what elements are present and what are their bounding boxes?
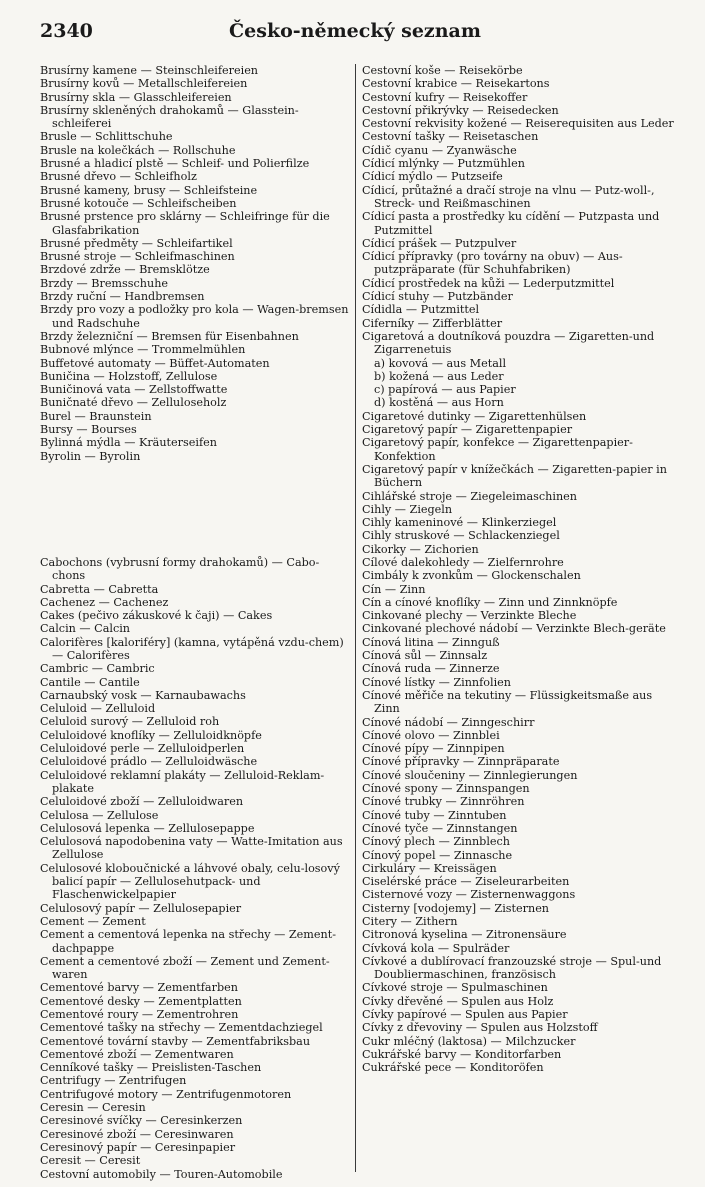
index-entry: Cívkové stroje — Spulmaschinen bbox=[362, 981, 548, 995]
index-entry: Cambric — Cambric bbox=[40, 662, 155, 676]
index-entry: Brusné a hladicí plstě — Schleif- und Polierfilze bbox=[40, 157, 310, 171]
index-entry: Brusírny kovů — Metallschleifereien bbox=[40, 77, 248, 91]
index-entry: Cisterny [vodojemy] — Zisternen bbox=[362, 901, 550, 915]
index-entry: Carnaubský vosk — Karnaubawachs bbox=[40, 688, 246, 702]
index-entry: Cídicí přípravky (pro továrny na obuv) — Aus-putzpräparate (für Schuhfabriken) bbox=[362, 250, 623, 277]
index-entry: Ceresinový papír — Ceresinpapier bbox=[40, 1140, 236, 1154]
index-entry: Celulosová lepenka — Zellulosepappe bbox=[40, 821, 255, 835]
index-entry: Cínové tuby — Zinntuben bbox=[362, 808, 507, 822]
index-entry: Cigaretový papír, konfekce — Zigarettenpapier-Konfektion bbox=[362, 436, 633, 463]
index-entry: Brzdy ruční — Handbremsen bbox=[40, 290, 205, 304]
index-entry: Ciferníky — Zifferblätter bbox=[362, 316, 503, 330]
index-entry: Cakes (pečivo zákuskové k čaji) — Cakes bbox=[40, 609, 273, 623]
index-entry: Buffetové automaty — Büffet-Automaten bbox=[40, 356, 270, 370]
index-entry: Buničinová vata — Zellstoffwatte bbox=[40, 383, 228, 397]
index-entry: Brusírny skleněných drahokamů — Glasstein-schleiferei bbox=[40, 103, 299, 131]
index-entry: Cestovní krabice — Reisekartons bbox=[362, 77, 550, 91]
index-entry: Cestovní koše — Reisekörbe bbox=[362, 64, 523, 77]
index-entry: Citronová kyselina — Zitronensäure bbox=[362, 928, 567, 942]
section-gap bbox=[40, 463, 349, 556]
index-entry: Cínové spony — Zinnspangen bbox=[362, 782, 530, 796]
index-entry: Cívky dřevěné — Spulen aus Holz bbox=[362, 994, 554, 1008]
index-entry: Cínový popel — Zinnasche bbox=[362, 848, 513, 862]
index-entry: Brusné předměty — Schleifartikel bbox=[40, 236, 233, 250]
index-entry: Cementové desky — Zementplatten bbox=[40, 994, 242, 1008]
index-entry: Cínové lístky — Zinnfolien bbox=[362, 675, 511, 689]
index-entry: Cínové pípy — Zinnpipen bbox=[362, 742, 505, 756]
index-entry: Cukrářské barvy — Konditorfarben bbox=[362, 1047, 562, 1061]
index-entry: Ceresit — Ceresit bbox=[40, 1154, 141, 1168]
index-entry: Calorifères [kaloriféry] (kamna, vytápěná vzdu-chem) — Calorifères bbox=[40, 635, 344, 662]
index-entry: Buničina — Holzstoff, Zellulose bbox=[40, 369, 218, 383]
index-entry: Cínové sloučeniny — Zinnlegierungen bbox=[362, 768, 578, 782]
left-column-b-entries bbox=[40, 64, 349, 463]
index-entry: Celulosa — Zellulose bbox=[40, 808, 159, 822]
index-entry: Cigaretová a doutníková pouzdra — Zigaretten-und Zigarrenetuis bbox=[362, 329, 655, 357]
index-entry: Celuloidové zboží — Zelluloidwaren bbox=[40, 795, 244, 809]
index-entry: Cukrářské pece — Konditoröfen bbox=[362, 1061, 544, 1075]
index-entry: Cínové olovo — Zinnblei bbox=[362, 728, 500, 742]
index-entry: Cín a cínové knoflíky — Zinn und Zinnknöpfe bbox=[362, 595, 618, 609]
index-entry: Celuloid — Zelluloid bbox=[40, 702, 156, 716]
index-entry: Cachenez — Cachenez bbox=[40, 595, 169, 609]
index-entry: Cínové trubky — Zinnröhren bbox=[362, 795, 525, 809]
index-entry: Cínové tyče — Zinnstangen bbox=[362, 821, 518, 835]
index-entry: Cihly — Ziegeln bbox=[362, 502, 453, 516]
column-divider bbox=[355, 64, 356, 1172]
index-entry: Cihly struskové — Schlackenziegel bbox=[362, 529, 560, 543]
index-entry: Cínové měřiče na tekutiny — Flüssigkeitsmaße aus Zinn bbox=[362, 688, 653, 716]
index-entry: Cínová sůl — Zinnsalz bbox=[362, 649, 488, 663]
index-entry: Brusírny kamene — Steinschleifereien bbox=[40, 64, 259, 77]
index-entry: Cídicí prášek — Putzpulver bbox=[362, 236, 517, 250]
left-column-c-entries bbox=[40, 556, 349, 1181]
page-number: 2340 bbox=[40, 20, 93, 42]
index-entry: Burel — Braunstein bbox=[40, 409, 152, 423]
index-entry: Cínová ruda — Zinnerze bbox=[362, 662, 500, 676]
index-entry: Cestovní přikrývky — Reisedecken bbox=[362, 103, 559, 117]
index-entry: Cementové tovární stavby — Zementfabriksbau bbox=[40, 1034, 311, 1048]
index-entry: Celulosové kloboučnické a láhvové obaly, celu-losový balicí papír — Zellulosehutpack- und Flaschenwickelpapier bbox=[40, 861, 340, 902]
index-entry: Cihly kameninové — Klinkerziegel bbox=[362, 516, 557, 530]
index-entry: Brzdy — Bremsschuhe bbox=[40, 276, 169, 290]
index-entry: Cídicí pasta a prostředky ku cídění — Putzpasta und Putzmittel bbox=[362, 210, 660, 237]
index-entry: Cisternové vozy — Zisternenwaggons bbox=[362, 888, 576, 902]
left-column bbox=[40, 64, 349, 1181]
index-entry: Buničnaté dřevo — Zelluloseholz bbox=[40, 396, 227, 410]
index-entry: Brzdové zdrže — Bremsklötze bbox=[40, 263, 210, 277]
index-entry: Calcin — Calcin bbox=[40, 622, 131, 636]
index-entry: Brusné kotouče — Schleifscheiben bbox=[40, 196, 237, 210]
index-entry: Celuloidové reklamní plakáty — Zelluloid-Reklam-plakate bbox=[40, 768, 325, 795]
index-entry: Cantile — Cantile bbox=[40, 675, 140, 689]
index-entry: Cement — Zement bbox=[40, 914, 146, 928]
index-entry: Centrifugy — Zentrifugen bbox=[40, 1074, 187, 1088]
index-entry: Cínové nádobí — Zinngeschirr bbox=[362, 715, 535, 729]
index-entry: Cívkové a dublírovací franzouzské stroje — Spul-und Doubliermaschinen, französisch bbox=[362, 954, 662, 982]
index-entry: Brusné kameny, brusy — Schleifsteine bbox=[40, 183, 258, 197]
index-entry: Cirkuláry — Kreissägen bbox=[362, 861, 497, 875]
index-entry: Celuloidové prádlo — Zelluloidwäsche bbox=[40, 755, 258, 769]
index-entry: Cikorky — Zichorien bbox=[362, 542, 479, 556]
index-entry: Brusle — Schlittschuhe bbox=[40, 130, 173, 144]
index-entry: Brusné prstence pro sklárny — Schleifringe für die Glasfabrikation bbox=[40, 210, 330, 237]
running-title: Česko-německý seznam bbox=[229, 20, 481, 42]
index-entry: Cement a cementová lepenka na střechy — Zement-dachpappe bbox=[40, 928, 337, 955]
index-entry: c) papírová — aus Papier bbox=[374, 383, 516, 397]
index-entry: Citery — Zithern bbox=[362, 915, 458, 928]
index-entry: a) kovová — aus Metall bbox=[374, 356, 507, 370]
index-entry: b) kožená — aus Leder bbox=[374, 369, 504, 383]
index-entry: Cenníkové tašky — Preislisten-Taschen bbox=[40, 1061, 262, 1075]
index-entry: Cídicí, průtažné a dračí stroje na vlnu — Putz-woll-, Streck- und Reißmaschinen bbox=[362, 183, 655, 210]
index-entry: Celulosový papír — Zellulosepapier bbox=[40, 901, 242, 915]
index-entry: Brusné stroje — Schleifmaschinen bbox=[40, 250, 235, 264]
index-entry: Ceresinové svíčky — Ceresinkerzen bbox=[40, 1114, 243, 1128]
index-entry: Celuloidové perle — Zelluloidperlen bbox=[40, 742, 245, 756]
index-entry: Celuloid surový — Zelluloid roh bbox=[40, 715, 220, 729]
index-entry: Cídič cyanu — Zyanwäsche bbox=[362, 143, 517, 157]
index-entry: Brusle na kolečkách — Rollschuhe bbox=[40, 143, 236, 157]
index-entry: Bylinná mýdla — Kräuterseifen bbox=[40, 436, 217, 450]
index-entry: Cigaretový papír v knížečkách — Zigaretten-papier in Büchern bbox=[362, 462, 667, 490]
index-entry: Cementové zboží — Zementwaren bbox=[40, 1047, 234, 1061]
index-entry: Celuloidové knoflíky — Zelluloidknöpfe bbox=[40, 728, 262, 742]
index-entry: Cínové přípravky — Zinnpräparate bbox=[362, 755, 560, 769]
index-entry: Cídicí prostředek na kůži — Lederputzmittel bbox=[362, 276, 615, 290]
index-entry: Cementové roury — Zementrohren bbox=[40, 1008, 239, 1021]
page-header bbox=[40, 20, 670, 46]
index-entry: Brzdy železniční — Bremsen für Eisenbahnen bbox=[40, 329, 299, 343]
index-entry: Cídicí mlýnky — Putzmühlen bbox=[362, 157, 525, 171]
index-entry: Cívková kola — Spulräder bbox=[362, 941, 510, 955]
index-entry: Centrifugové motory — Zentrifugenmotoren bbox=[40, 1087, 292, 1101]
right-column bbox=[362, 64, 674, 1075]
index-entry: Cigaretový papír — Zigarettenpapier bbox=[362, 423, 573, 437]
index-entry: Bursy — Bourses bbox=[40, 423, 137, 437]
index-entry: Cívky z dřevoviny — Spulen aus Holzstoff bbox=[362, 1021, 598, 1035]
index-entry: Ceresin — Ceresin bbox=[40, 1101, 146, 1115]
index-entry: Cestovní rekvisity kožené — Reiserequisiten aus Leder bbox=[362, 117, 674, 131]
index-entry: Cihlářské stroje — Ziegeleimaschinen bbox=[362, 489, 577, 503]
index-entry: Celulosová napodobenina vaty — Watte-Imitation aus Zellulose bbox=[40, 835, 343, 862]
index-entry: Cinkované plechové nádobí — Verzinkte Blech-geräte bbox=[362, 622, 666, 636]
index-entry: Cimbály k zvonkům — Glockenschalen bbox=[362, 569, 581, 583]
index-entry: Cínový plech — Zinnblech bbox=[362, 835, 510, 849]
index-entry: Cementové tašky na střechy — Zementdachziegel bbox=[40, 1021, 323, 1035]
index-entry: Cídidla — Putzmittel bbox=[362, 303, 480, 317]
index-entry: Byrolin — Byrolin bbox=[40, 449, 141, 463]
index-entry: Cín — Zinn bbox=[362, 582, 426, 596]
index-entry: Cínová litina — Zinnguß bbox=[362, 635, 500, 649]
index-entry: Cement a cementové zboží — Zement und Zement-waren bbox=[40, 954, 330, 982]
index-entry: Bubnové mlýnce — Trommelmühlen bbox=[40, 343, 246, 357]
index-entry: Cukr mléčný (laktosa) — Milchzucker bbox=[362, 1034, 576, 1048]
index-entry: Cabretta — Cabretta bbox=[40, 582, 159, 596]
index-entry: d) kostěná — aus Horn bbox=[374, 396, 504, 410]
index-entry: Cestovní tašky — Reisetaschen bbox=[362, 130, 539, 144]
index-entry: Cídicí mýdlo — Putzseife bbox=[362, 170, 503, 184]
index-entry: Brusírny skla — Glasschleifereien bbox=[40, 90, 232, 104]
index-entry: Brusné dřevo — Schleifholz bbox=[40, 170, 197, 184]
index-entry: Cestovní automobily — Touren-Automobile bbox=[40, 1167, 283, 1181]
index-entry: Ceresinové zboží — Ceresinwaren bbox=[40, 1127, 234, 1141]
index-entry: Cabochons (vybrusní formy drahokamů) — Cabo-chons bbox=[40, 555, 320, 583]
index-entry: Cinkované plechy — Verzinkte Bleche bbox=[362, 609, 577, 623]
index-entry: Cementové barvy — Zementfarben bbox=[40, 981, 238, 995]
index-entry: Ciselérské práce — Ziseleurarbeiten bbox=[362, 875, 570, 889]
index-entry: Brzdy pro vozy a podložky pro kola — Wagen-bremsen und Radschuhe bbox=[40, 303, 349, 330]
index-entry: Cívky papírové — Spulen aus Papier bbox=[362, 1008, 568, 1022]
index-entry: Cestovní kufry — Reisekoffer bbox=[362, 90, 528, 104]
right-column-entries bbox=[362, 64, 674, 1075]
index-entry: Cílové dalekohledy — Zielfernrohre bbox=[362, 555, 564, 569]
index-entry: Cigaretové dutinky — Zigarettenhülsen bbox=[362, 409, 587, 423]
index-entry: Cídicí stuhy — Putzbänder bbox=[362, 290, 513, 304]
